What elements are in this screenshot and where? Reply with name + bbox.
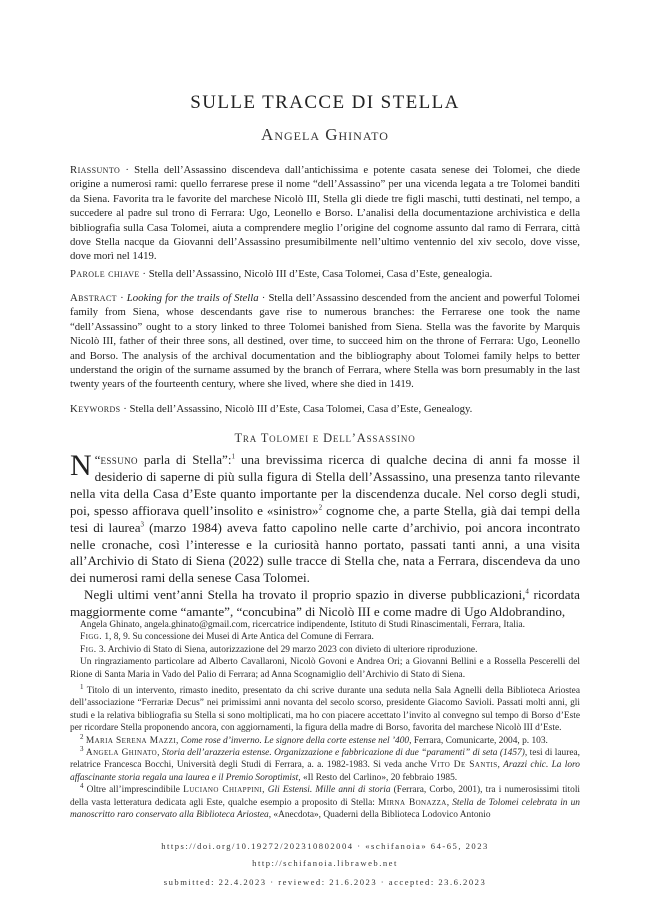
footer-doi[interactable]: https://doi.org/10.19272/202310802004 · «schifanoia» 64-65, 2023 xyxy=(161,841,489,851)
abstract-title: Looking for the trails of Stella xyxy=(126,292,259,304)
footnote-3-title: Storia dell’arazzeria estense. Organizzazione e fabbricazione di due “paramenti” di seta (1457) xyxy=(161,748,525,759)
footnote-4-a: Oltre all’imprescindibile xyxy=(86,785,184,796)
body-p1-b: una brevissima ricerca di qualche decina di anni fa mosse il desiderio di saperne di più sulla figura di Stella dell’Assassino, una presenza tanto rilevante nella vita della Casa d’Este quanto importante per la discendenza ducale. Nel corso degli studi, poi, spesso affiorava quell’insolito e «sinistro» xyxy=(70,452,580,518)
abstract-separator-2: · xyxy=(258,292,269,304)
figs-text: 1, 8, 9. Su concessione dei Musei di Arte Antica del Comune di Ferrara. xyxy=(102,632,374,643)
article-title: SULLE TRACCE DI STELLA xyxy=(190,92,460,113)
footnote-2: $^2$ Maria Serena Mazzi, Come rose d’inverno. Le signore della corte estense nel ’400, Ferrara, Comunicarte, 2004, p. 103. xyxy=(80,732,548,746)
first-word-small-caps: essuno xyxy=(100,452,138,467)
footnote-ref-1[interactable]: 1 xyxy=(231,452,235,461)
footnote-1-text: Titolo di un intervento, rimasto inedito, presentato da chi scrive durante una seduta nella Sala Agnelli della Biblioteca Ariostea dell’associazione “Ferrariæ Decus” nei primissimi anni novanta del secolo scorso, presidente Giacomo Savioli. Passati molti anni, gli studi e la relativa bibliografia su Stella si sono moltiplicati, ma ho con piacere accettato l’invito al convegno sul tempo di Borso d’Este per ricordare Stella proponendo ancora, con aggiornamenti, la figura della madre di Borso, favorita del marchese Nicolò III d’Este. xyxy=(70,686,580,734)
footnote-4-b: (Ferrara, Corbo, 2001), tra i numerosissimi titoli della vasta letteratura dedicata agli Este, qualche esempio a proposito di Stella: xyxy=(70,785,581,808)
parole-chiave-label: Parole chiave xyxy=(70,268,140,280)
body-paragraph-1 xyxy=(70,449,581,587)
body-text xyxy=(70,449,581,621)
figs-label: Figg. xyxy=(80,632,102,643)
keywords-block xyxy=(70,402,580,416)
parole-chiave-text: Stella dell’Assassino, Nicolò III d’Este, Casa Tolomei, Casa d’Este, genealogia. xyxy=(148,268,493,280)
riassunto-separator: · xyxy=(120,164,135,176)
footnote-ref-3[interactable]: 3 xyxy=(140,520,145,529)
footnote-ref-2[interactable]: 2 xyxy=(318,503,323,512)
section-title: Tra Tolomei e Dell’Assassino xyxy=(234,431,416,445)
footnote-4-title: Gli Estensi. Mille anni di storia xyxy=(267,785,391,796)
abstract-separator: · xyxy=(116,292,127,304)
footnote-1-number: 1 xyxy=(80,682,84,691)
body-p1-c: cognome che, a parte Stella, già dai tempi della tesi di laurea xyxy=(70,502,581,535)
keywords-separator: · xyxy=(120,403,130,415)
figure-3-note xyxy=(70,644,580,656)
footnote-ref-4[interactable]: 4 xyxy=(525,587,529,596)
footnote-2-title: Come rose d’inverno. Le signore della corte estense nel ’400 xyxy=(180,735,410,746)
body-paragraph-2 xyxy=(70,587,580,621)
footnote-3: $^3$ Angela Ghinato, Storia dell’arazzeria estense. Organizzazione e fabbricazione di due “paramenti” di seta (1457), tesi di laurea, relatrice Francesca Bocchi, Università degli Studi di Ferrara, a. a. 1982-1983. Si veda anche Vito De Santis, Arazzi chic. La loro affascinante storia regala una laurea e il Premio Soroptimist, «Il Resto del Carlino», 20 febbraio 1985. xyxy=(70,744,580,783)
keywords-label: Keywords xyxy=(70,403,121,415)
footnote-4-sep: , xyxy=(262,785,268,796)
footnote-4 xyxy=(70,784,580,821)
affiliation-note: Angela Ghinato, angela.ghinato@gmail.com, ricercatrice indipendente, Istituto di Studi Rinascimentali, Ferrara, Italia. xyxy=(80,620,525,630)
footer-url[interactable]: http://schifanoia.libraweb.net xyxy=(252,858,398,868)
footnote-2-author: Maria Serena Mazzi xyxy=(85,735,176,746)
footnote-4-c: , «Anecdota», Quaderni della Biblioteca Lodovico Antonio xyxy=(268,810,491,821)
thanks-note: Un ringraziamento particolare ad Alberto Cavallaroni, Nicolò Govoni e Andrea Ori; a Giovanni Bellini e a Rossella Pescerelli del Rione di Santa Maria in Vado del Palio di Ferrara; ad Anna Scognamiglio dell’Archivio di Stato di Siena. xyxy=(70,657,580,680)
footer-dates: submitted: 22.4.2023 · reviewed: 21.6.2023 · accepted: 23.6.2023 xyxy=(163,877,487,887)
abstract-block xyxy=(70,291,580,392)
footnote-2-number: 2 xyxy=(80,732,84,741)
footnote-4-author-2: Mirna Bonazza xyxy=(377,797,447,808)
body-p2-a: Negli ultimi vent’anni Stella ha trovato il proprio spazio in diverse pubblicazioni, xyxy=(84,587,526,603)
footnote-3-author-2: Vito De Santis xyxy=(430,760,498,771)
body-p1-d: (marzo 1984) aveva fatto capolino nelle carte d’archivio, poi ancora incontrato nelle cronache, così l’interesse e la curiosità hanno portato, passati tanti anni, a una visita all’Archivio di Stato di Siena (2022) sulle tracce di Stella che, nata a Ferrara, discendeva da uno dei numerosi rami della senese Casa Tolomei. xyxy=(70,519,580,586)
fig3-text: 3. Archivio di Stato di Siena, autorizzazione del 29 marzo 2023 con divieto di ulteriore riproduzione. xyxy=(96,644,478,655)
article-author: Angela Ghinato xyxy=(261,125,389,144)
body-p1-a: parla di Stella”: xyxy=(137,452,232,467)
riassunto-label: Riassunto xyxy=(70,164,121,176)
abstract-text: Stella dell’Assassino descended from the ancient and powerful Tolomei family from Siena, whose descendants gave rise to numerous branches: the Ferrarese one took the name “dell’Assassino” ought to a story linked to three Tolomei banished from Siena. Stella was the favorite by Marquis Nicolò III, father of their three sons, all destined, over time, to succeed him on the throne of Ferrara: Ugo, Leonello and Borso. The analysis of the archival documentation and the bibliography about Tolomei family helps to better understand the origin of the surname assumed by the branch of Ferrara, where Stella was born presumably in the last twenty years of the fourteenth century, where she lived, where she died in 1419. xyxy=(70,292,580,391)
keywords-text: Stella dell’Assassino, Nicolò III d’Este, Casa Tolomei, Casa d’Este, Genealogy. xyxy=(129,403,473,415)
body-p2-b: ricordata maggiormente come “amante”, “concubina” di Nicolò III e come madre di Ugo Aldobrandino, xyxy=(70,587,580,620)
footnote-3-number: 3 xyxy=(80,744,84,753)
abstract-label: Abstract xyxy=(70,292,117,304)
footnote-3-rest: , tesi di laurea, relatrice Francesca Bocchi, Università degli Studi di Ferrara, a. a. 1982-1983. Si veda anche xyxy=(70,748,580,771)
drop-cap: N xyxy=(70,449,92,482)
riassunto-text: Stella dell’Assassino discendeva dall’antichissima e potente casata senese dei Tolomei, che diede origine a numerosi rami: quello ferrarese prese il nome “dell’Assassino” per una vicenda legata a tre Tolomei banditi da Siena. Favorita tra le favorite del marchese Nicolò III, Stella gli diede tre figli maschi, tutti destinati, nel tempo, a succedere al padre sul trono di Ferrara: Ugo, Leonello e Borso. L’analisi della documentazione archivistica e della bibliografia sulla Casa Tolomei, aiuta a comprendere meglio l’origine del cognome assunto dal ramo di Ferrara, città dove Stella nacque da Giovanni dell’Assassino presumibilmente nell’ultimo ventennio del xiv secolo, dove visse, dove morì nel 1419. xyxy=(70,164,580,263)
footnote-4-author: Luciano Chiappini xyxy=(183,785,263,796)
riassunto-block xyxy=(70,163,580,264)
figures-note xyxy=(70,631,580,643)
opening-quote: “ xyxy=(94,452,101,467)
footnote-3-title-2: Arazzi chic. La loro affascinante storia regala una laurea e il Premio Soroptimist xyxy=(70,760,580,783)
footnote-4-sep-2: , xyxy=(446,797,453,808)
footnote-3-author: Angela Ghinato xyxy=(85,748,158,759)
fig3-label: Fig. xyxy=(80,644,97,655)
footnote-3-rest-2: , «Il Resto del Carlino», 20 febbraio 1985. xyxy=(298,772,458,783)
parole-chiave-block xyxy=(70,267,580,281)
parole-chiave-separator: · xyxy=(139,268,149,280)
footnote-1 xyxy=(70,682,580,735)
footnote-3-sep: , xyxy=(497,760,504,771)
footnote-4-number: 4 xyxy=(80,782,84,791)
footnote-4-title-2: Stella de Tolomei celebrata in un manoscritto raro conservato alla Biblioteca Ariostea xyxy=(70,797,580,821)
footnote-2-rest: , Ferrara, Comunicarte, 2004, p. 103. xyxy=(409,735,548,746)
notes-block xyxy=(70,619,580,822)
